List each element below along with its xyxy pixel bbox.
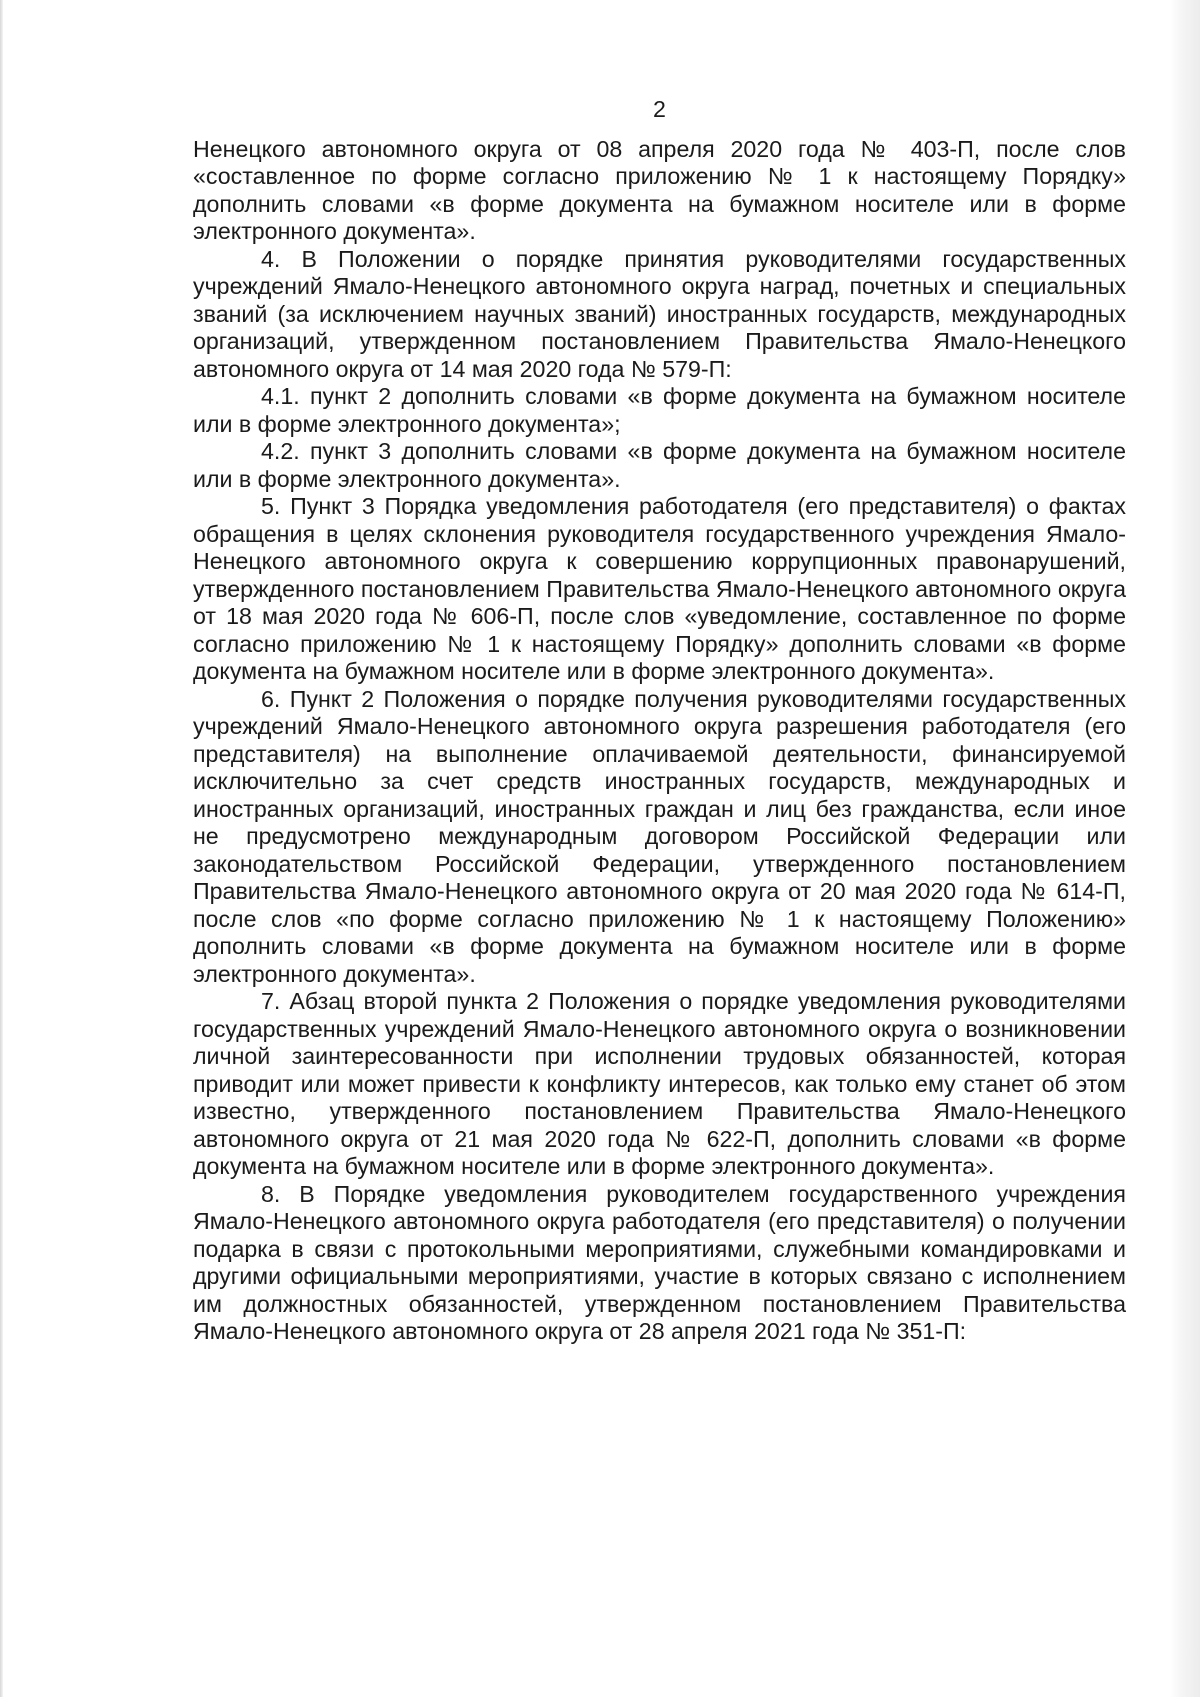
paragraph-item-5: 5. Пункт 3 Порядка уведомления работодателя (его представителя) о фактах обращения в целях склонения руководителя государственного учреждения Ямало-Ненецкого автономного округа к совершению коррупционных правонарушений, утвержденного постановлением Правительства Ямало-Ненецкого автономного округа от 18 мая 2020 года № 606-П, после слов «уведомление, составленное по форме согласно приложению № 1 к настоящему Порядку» дополнить словами «в форме документа на бумажном носителе или в форме электронного документа». [193,493,1126,684]
paragraph-item-6: 6. Пункт 2 Положения о порядке получения руководителями государственных учреждений Ямало-Ненецкого автономного округа разрешения работодателя (его представителя) на выполнение оплачиваемой деятельности, финансируемой исключительно за счет средств иностранных государств, международных и иностранных организаций, иностранных граждан и лиц без гражданства, если иное не предусмотрено международным договором Российской Федерации или законодательством Российской Федерации, утвержденного постановлением Правительства Ямало-Ненецкого автономного округа от 20 мая 2020 года № 614-П, после слов «по форме согласно приложению № 1 к настоящему Положению» дополнить словами «в форме документа на бумажном носителе или в форме электронного документа». [193,685,1126,987]
paragraph-item-4-1: 4.1. пункт 2 дополнить словами «в форме документа на бумажном носителе или в форме электронного документа»; [193,383,1126,437]
document-page [193,96,1126,1346]
paragraph-item-7: 7. Абзац второй пункта 2 Положения о порядке уведомления руководителями государственных учреждений Ямало-Ненецкого автономного округа о возникновении личной заинтересованности при исполнении трудовых обязанностей, которая приводит или может привести к конфликту интересов, как только ему станет об этом известно, утвержденного постановлением Правительства Ямало-Ненецкого автономного округа от 21 мая 2020 года № 622-П, дополнить словами «в форме документа на бумажном носителе или в форме электронного документа». [193,988,1126,1179]
scan-right-edge [1170,0,1200,1697]
paragraph-item-4-2: 4.2. пункт 3 дополнить словами «в форме документа на бумажном носителе или в форме электронного документа». [193,438,1126,492]
paragraph-continuation: Ненецкого автономного округа от 08 апреля 2020 года № 403-П, после слов «составленное по форме согласно приложению № 1 к настоящему Порядку» дополнить словами «в форме документа на бумажном носителе или в форме электронного документа». [193,135,1126,244]
paragraph-item-4: 4. В Положении о порядке принятия руководителями государственных учреждений Ямало-Ненецкого автономного округа наград, почетных и специальных званий (за исключением научных званий) иностранных государств, международных организаций, утвержденном постановлением Правительства Ямало-Ненецкого автономного округа от 14 мая 2020 года № 579-П: [193,245,1126,382]
scan-left-edge [0,0,3,1697]
paragraph-item-8: 8. В Порядке уведомления руководителем государственного учреждения Ямало-Ненецкого автономного округа работодателя (его представителя) о получении подарка в связи с протокольными мероприятиями, служебными командировками и другими официальными мероприятиями, участие в которых связано с исполнением им должностных обязанностей, утвержденном постановлением Правительства Ямало-Ненецкого автономного округа от 28 апреля 2021 года № 351-П: [193,1180,1126,1344]
page-number: 2 [653,96,666,122]
